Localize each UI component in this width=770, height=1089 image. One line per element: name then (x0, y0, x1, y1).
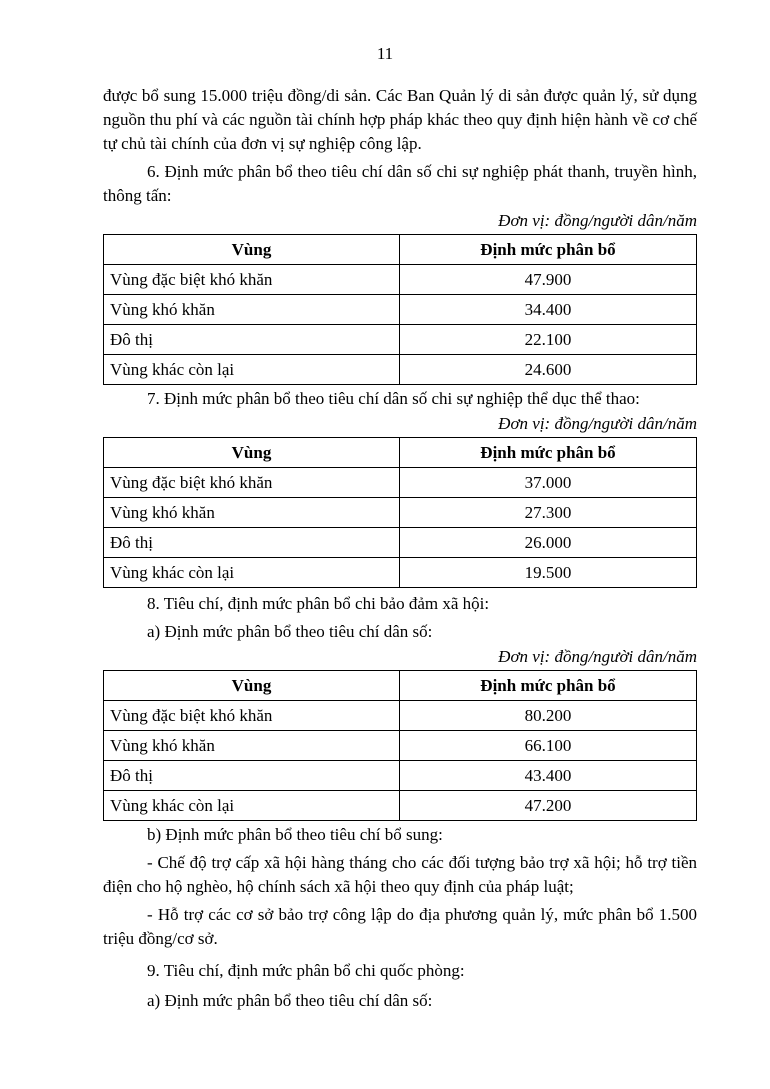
allocation-cell: 19.500 (400, 558, 697, 588)
column-header-allocation: Định mức phân bổ (400, 438, 697, 468)
region-cell: Đô thị (104, 528, 400, 558)
section-9-heading: 9. Tiêu chí, định mức phân bổ chi quốc phòng: (147, 961, 465, 980)
allocation-cell: 47.200 (400, 791, 697, 821)
allocation-cell: 22.100 (400, 325, 697, 355)
region-cell: Đô thị (104, 325, 400, 355)
allocation-cell: 66.100 (400, 731, 697, 761)
allocation-cell: 24.600 (400, 355, 697, 385)
intro-paragraph: được bổ sung 15.000 triệu đồng/di sản. Các Ban Quản lý di sản được quản lý, sử dụng nguồn thu phí và các nguồn tài chính hợp pháp khác theo quy định hiện hành về cơ chế tự chủ tài chính của đơn vị sự nghiệp công lập. (103, 86, 697, 153)
section-8-unit: Đơn vị: đồng/người dân/năm (498, 647, 697, 666)
region-cell: Vùng khác còn lại (104, 355, 400, 385)
document-body (103, 84, 697, 1013)
column-header-region: Vùng (104, 671, 400, 701)
section-8-heading: 8. Tiêu chí, định mức phân bổ chi bảo đảm xã hội: (147, 594, 490, 613)
section-6-heading: 6. Định mức phân bổ theo tiêu chí dân số chi sự nghiệp phát thanh, truyền hình, thông tấn: (103, 162, 697, 205)
section-7-unit: Đơn vị: đồng/người dân/năm (498, 414, 697, 433)
column-header-region: Vùng (104, 235, 400, 265)
section-8b-item-1: - Chế độ trợ cấp xã hội hàng tháng cho các đối tượng bảo trợ xã hội; hỗ trợ tiền điện cho hộ nghèo, hộ chính sách xã hội theo quy định của pháp luật; (103, 853, 697, 896)
allocation-cell: 27.300 (400, 498, 697, 528)
table-row (104, 701, 697, 731)
section-8-subheading: a) Định mức phân bổ theo tiêu chí dân số: (147, 622, 433, 641)
section-6-table (103, 234, 697, 385)
section-9-subheading: a) Định mức phân bổ theo tiêu chí dân số: (147, 991, 433, 1010)
table-header-row (104, 671, 697, 701)
region-cell: Đô thị (104, 761, 400, 791)
table-row (104, 528, 697, 558)
section-6-unit: Đơn vị: đồng/người dân/năm (498, 211, 697, 230)
allocation-cell: 34.400 (400, 295, 697, 325)
section-7-table (103, 437, 697, 588)
section-8b-heading: b) Định mức phân bổ theo tiêu chí bổ sung: (147, 825, 443, 844)
table-row (104, 355, 697, 385)
table-row (104, 468, 697, 498)
region-cell: Vùng khó khăn (104, 498, 400, 528)
table-row (104, 295, 697, 325)
table-header-row (104, 438, 697, 468)
table-row (104, 761, 697, 791)
allocation-cell: 80.200 (400, 701, 697, 731)
region-cell: Vùng khó khăn (104, 295, 400, 325)
table-row (104, 265, 697, 295)
region-cell: Vùng đặc biệt khó khăn (104, 468, 400, 498)
column-header-allocation: Định mức phân bổ (400, 671, 697, 701)
table-row (104, 498, 697, 528)
table-row (104, 558, 697, 588)
region-cell: Vùng khác còn lại (104, 791, 400, 821)
section-8b-item-2: - Hỗ trợ các cơ sở bảo trợ công lập do địa phương quản lý, mức phân bổ 1.500 triệu đồng/cơ sở. (103, 905, 697, 948)
region-cell: Vùng đặc biệt khó khăn (104, 701, 400, 731)
region-cell: Vùng khác còn lại (104, 558, 400, 588)
page-number: 11 (376, 44, 394, 63)
table-row (104, 791, 697, 821)
table-row (104, 325, 697, 355)
column-header-region: Vùng (104, 438, 400, 468)
region-cell: Vùng khó khăn (104, 731, 400, 761)
column-header-allocation: Định mức phân bổ (400, 235, 697, 265)
allocation-cell: 47.900 (400, 265, 697, 295)
region-cell: Vùng đặc biệt khó khăn (104, 265, 400, 295)
allocation-cell: 37.000 (400, 468, 697, 498)
section-8-table (103, 670, 697, 821)
section-7-heading: 7. Định mức phân bổ theo tiêu chí dân số chi sự nghiệp thể dục thể thao: (147, 389, 640, 408)
allocation-cell: 26.000 (400, 528, 697, 558)
table-row (104, 731, 697, 761)
allocation-cell: 43.400 (400, 761, 697, 791)
table-header-row (104, 235, 697, 265)
